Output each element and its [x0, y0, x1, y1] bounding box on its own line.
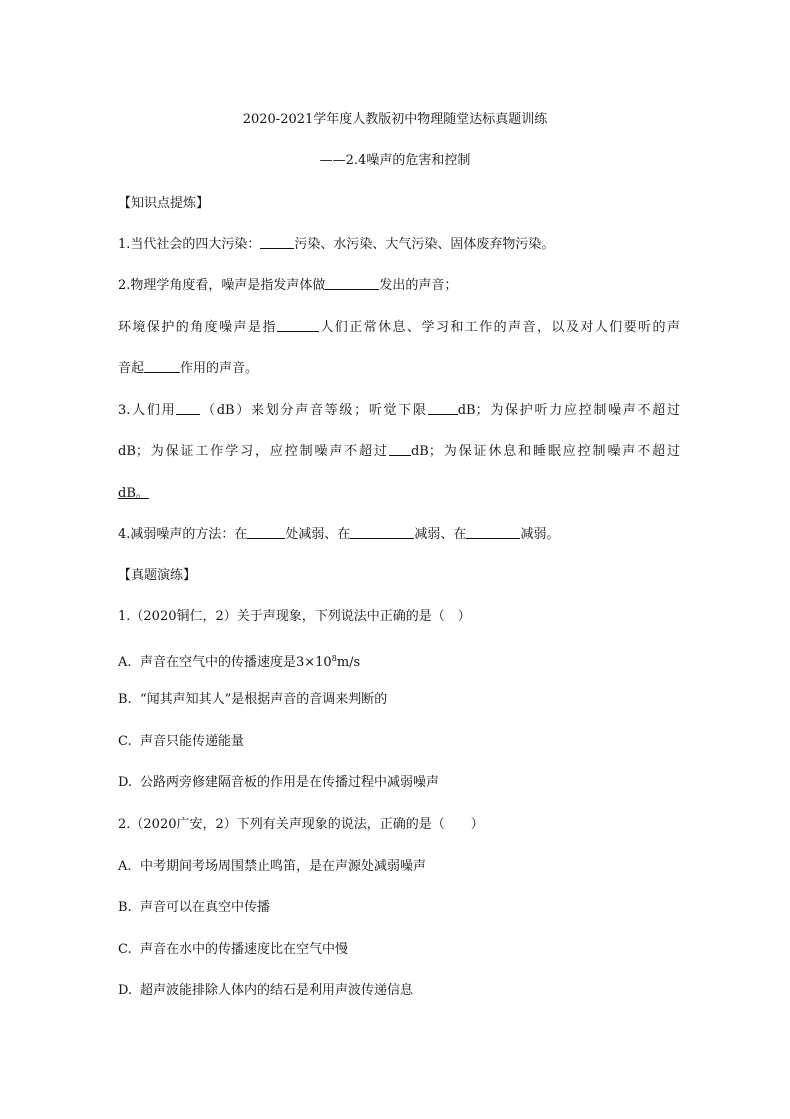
knowledge-item-3c: dB。	[118, 486, 149, 501]
knowledge-item-2b: 环境保护的角度噪声是指 人们正常休息、学习和工作的声音，以及对人们要听的声	[118, 320, 680, 335]
document-title: 2020-2021学年度人教版初中物理随堂达标真题训练	[242, 112, 548, 127]
knowledge-item-1: 1.当代社会的四大污染： 污染、水污染、大气污染、固体废弃物污染。	[118, 237, 555, 252]
blank	[325, 276, 379, 290]
knowledge-item-4: 4.减弱噪声的方法：在 处减弱、在 减弱、在 减弱。	[118, 527, 560, 542]
knowledge-item-3b: dB；为保证工作学习，应控制噪声不超过 dB；为保证休息和睡眠应控制噪声不超过	[118, 444, 680, 459]
blank	[144, 359, 180, 373]
question-2-option-d: D. 超声波能排除人体内的结石是利用声波传递信息	[118, 983, 414, 998]
question-2-stem: 2.（2020广安，2）下列有关声现象的说法，正确的是（ ）	[118, 817, 484, 832]
section-heading-exercises: 【真题演练】	[118, 568, 197, 583]
question-1-option-b: B. “闻其声知其人”是根据声音的音调来判断的	[118, 692, 388, 707]
question-2-option-b: B. 声音可以在真空中传播	[118, 900, 271, 915]
question-2-option-c: C. 声音在水中的传播速度比在空气中慢	[118, 942, 349, 957]
document-subtitle: ——2.4噪声的危害和控制	[319, 153, 471, 168]
knowledge-item-2c: 音起 作用的声音。	[118, 361, 259, 376]
blank	[277, 318, 319, 332]
blank	[428, 401, 458, 415]
blank	[260, 235, 294, 249]
knowledge-item-3: 3.人们用 （dB）来划分声音等级；听觉下限 dB；为保护听力应控制噪声不超过	[118, 403, 680, 418]
blank	[176, 401, 200, 415]
question-1-stem: 1.（2020铜仁，2）关于声现象，下列说法中正确的是（ ）	[118, 609, 471, 624]
knowledge-item-2: 2.物理学角度看，噪声是指发声体做 发出的声音；	[118, 278, 458, 293]
section-heading-knowledge: 【知识点提炼】	[118, 196, 210, 211]
blank	[247, 525, 285, 539]
blank	[466, 525, 520, 539]
question-1-option-a: A. 声音在空气中的传播速度是$3\times 10^8m/s$	[118, 654, 361, 670]
blank	[350, 525, 414, 539]
blank	[389, 442, 411, 456]
question-2-option-a: A. 中考期间考场周围禁止鸣笛，是在声源处减弱噪声	[118, 859, 427, 874]
question-1-option-d: D. 公路两旁修建隔音板的作用是在传播过程中减弱噪声	[118, 775, 440, 790]
question-1-option-c: C. 声音只能传递能量	[118, 734, 245, 749]
